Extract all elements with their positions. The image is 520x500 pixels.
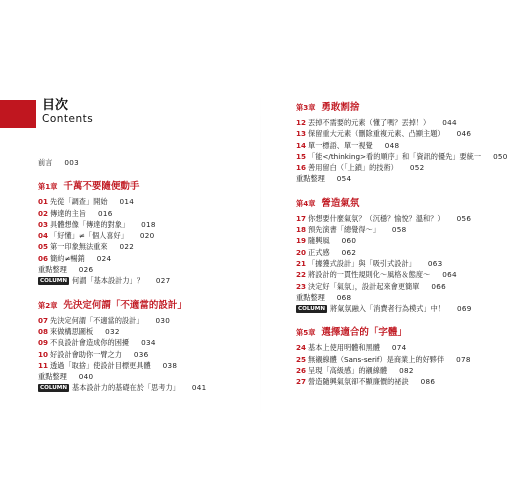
review-text: 重點整理 <box>38 265 67 275</box>
entry-number: 04 <box>38 231 49 241</box>
review-text: 重點整理 <box>296 174 325 184</box>
toc-entry[interactable] <box>296 213 516 224</box>
right-chapters <box>296 99 516 388</box>
entry-text: 好設計會助你一臂之力 <box>50 349 122 359</box>
entry-page: 046 <box>456 129 472 139</box>
entry-number: 17 <box>296 213 307 223</box>
toc-entry[interactable] <box>296 247 516 258</box>
toc-entry[interactable] <box>38 219 256 230</box>
column-text: 何謂「基本設計力」？ <box>72 276 144 286</box>
toc-entry[interactable] <box>296 365 516 376</box>
entry-number: 03 <box>38 219 49 229</box>
entry-text: 無襯線體（Sans-serif）是商業上的好夥伴 <box>308 354 445 364</box>
entry-page: 030 <box>155 315 171 325</box>
entry-text: 先決定何謂「不適當的設計」 <box>50 315 144 325</box>
entry-number: 23 <box>296 281 307 291</box>
entry-text: 透過「取捨」使設計目標更具體 <box>50 360 151 370</box>
entry-text: 「據獲式設計」與「吸引式設計」 <box>308 258 416 268</box>
toc-entry[interactable] <box>296 162 516 173</box>
intro-page: 003 <box>64 158 80 167</box>
entry-number: 19 <box>296 236 307 246</box>
toc-entry[interactable] <box>38 315 256 326</box>
review-page: 054 <box>336 174 352 184</box>
entry-number: 05 <box>38 242 49 252</box>
column-tag: COLUMN <box>40 385 68 392</box>
column-page: 041 <box>191 383 207 393</box>
entry-number: 27 <box>296 377 307 387</box>
toc-entry[interactable] <box>296 281 516 292</box>
toc-entry[interactable] <box>38 337 256 348</box>
toc-title-en: Contents <box>42 113 94 126</box>
entry-page: 034 <box>141 338 156 348</box>
toc-entry[interactable] <box>296 151 516 162</box>
entry-number: 24 <box>296 343 307 353</box>
entry-page: 018 <box>141 219 156 229</box>
chapter-heading[interactable] <box>38 297 256 315</box>
column-page: 027 <box>155 276 171 286</box>
entry-number: 18 <box>296 225 307 235</box>
entry-number: 20 <box>296 247 307 257</box>
entry-number: 06 <box>38 253 49 263</box>
entry-number: 07 <box>38 315 49 325</box>
chapter-label: 第1章 <box>38 182 58 192</box>
entry-text: 第一印象無法重來 <box>50 242 108 252</box>
entry-page: 082 <box>399 366 414 376</box>
entry-number: 16 <box>296 163 307 173</box>
entry-number: 26 <box>296 366 307 376</box>
chapter-heading[interactable] <box>296 324 516 342</box>
chapter-label: 第4章 <box>296 198 316 208</box>
entry-text: 傳達的主旨 <box>50 208 86 218</box>
entry-text: 「能</thinking>看的順序」和「資訊的優先」要統一 <box>308 151 482 161</box>
entry-page: 062 <box>341 247 357 257</box>
chapter-title: 先決定何謂「不適當的設計」 <box>63 299 187 311</box>
toc-entry[interactable] <box>38 196 256 207</box>
entry-page: 074 <box>391 343 407 353</box>
entry-text: 具體想像「傳達的對象」 <box>50 219 130 229</box>
toc-heading <box>42 99 93 126</box>
chapter-label: 第2章 <box>38 300 58 310</box>
entry-text: 基本上使用明體和黑體 <box>308 343 380 353</box>
entry-number: 01 <box>38 197 49 207</box>
column-tag: COLUMN <box>298 306 326 313</box>
entry-page: 020 <box>139 231 155 241</box>
entry-text: 預先演書「總覺得～」 <box>308 225 380 235</box>
entry-text: 先從「調查」開始 <box>50 197 108 207</box>
toc-review[interactable] <box>38 264 256 275</box>
toc-entry[interactable] <box>38 326 256 337</box>
toc-entry[interactable] <box>296 269 516 280</box>
entry-page: 024 <box>96 253 112 263</box>
entry-page: 044 <box>442 118 457 127</box>
toc-entry[interactable] <box>296 128 516 139</box>
column-tag: COLUMN <box>40 278 68 285</box>
column-page: 069 <box>457 304 472 314</box>
toc-entry[interactable] <box>296 342 516 353</box>
toc-entry[interactable] <box>296 235 516 246</box>
toc-entry[interactable] <box>38 208 256 219</box>
toc-entry[interactable] <box>296 354 516 365</box>
entry-page: 016 <box>97 208 113 218</box>
entry-page: 086 <box>420 377 436 387</box>
entry-page: 052 <box>409 163 425 173</box>
review-text: 重點整理 <box>38 372 67 382</box>
entry-text: 善用留白（「上鎖」的技術） <box>308 163 398 173</box>
chapter-title: 千萬不要隨便動手 <box>63 181 140 193</box>
entry-number: 10 <box>38 349 49 359</box>
entry-text: 來做構思圖板 <box>50 326 94 336</box>
toc-entry[interactable] <box>38 360 256 371</box>
entry-number: 12 <box>296 118 307 127</box>
chapter-label: 第5章 <box>296 328 316 338</box>
entry-number: 21 <box>296 258 307 268</box>
entry-number: 14 <box>296 140 307 150</box>
toc-review[interactable] <box>296 292 516 303</box>
review-page: 026 <box>78 265 94 275</box>
entry-page: 048 <box>384 140 400 150</box>
chapter-title: 營造氣氛 <box>321 197 360 209</box>
review-page: 040 <box>78 372 94 382</box>
entry-number: 11 <box>38 360 49 370</box>
entry-text: 丟掉不需要的元素（懂了嗎？丟掉！） <box>308 118 431 127</box>
entry-number: 15 <box>296 151 307 161</box>
entry-text: 簡約≠暢銷 <box>50 253 85 263</box>
toc-entry[interactable] <box>296 376 516 387</box>
chapter-heading[interactable] <box>296 195 516 213</box>
toc-entry[interactable] <box>296 140 516 151</box>
toc-entry[interactable] <box>296 224 516 235</box>
chapter-label: 第3章 <box>296 103 316 112</box>
entry-number: 08 <box>38 326 49 336</box>
entry-number: 02 <box>38 208 49 218</box>
entry-page: 060 <box>341 236 357 246</box>
entry-text: 呈現「高級感」的襯線體 <box>308 366 388 376</box>
entry-number: 22 <box>296 270 307 280</box>
entry-text: 保留重大元素（刪除重複元素、凸顯主題） <box>308 129 445 139</box>
toc-column[interactable] <box>38 382 256 393</box>
toc-review[interactable] <box>38 371 256 382</box>
entry-page: 058 <box>391 225 407 235</box>
toc-entry[interactable] <box>38 230 256 241</box>
toc-entry[interactable] <box>38 253 256 264</box>
entry-number: 25 <box>296 354 307 364</box>
column-text: 基本設計力的基礎在於「思考力」 <box>72 383 180 393</box>
chapter-heading[interactable] <box>296 99 516 117</box>
toc-column[interactable] <box>38 275 256 286</box>
entry-text: 單一標語、單一視覺 <box>308 140 373 150</box>
entry-text: 「好懂」≠「個人喜好」 <box>50 231 128 241</box>
entry-page: 014 <box>119 197 135 207</box>
toc-right-column <box>296 99 516 388</box>
entry-page: 038 <box>162 360 178 370</box>
toc-entry[interactable] <box>296 117 516 128</box>
toc-entry[interactable] <box>296 258 516 269</box>
chapter-title: 選擇適合的「字體」 <box>321 327 407 339</box>
review-page: 068 <box>336 292 352 302</box>
entry-page: 032 <box>105 326 120 336</box>
entry-number: 13 <box>296 129 307 139</box>
chapter-title: 勇敢割捨 <box>321 102 360 113</box>
review-text: 重點整理 <box>296 292 325 302</box>
entry-page: 036 <box>133 349 149 359</box>
entry-text: 你想要什麼氣氛？（沉穩？愉悅？溫和？） <box>308 213 445 223</box>
entry-number: 09 <box>38 338 49 348</box>
entry-text: 決定好「氣氛」，設計起來會更簡單 <box>308 281 420 291</box>
toc-entry[interactable] <box>38 241 256 252</box>
left-chapters <box>38 178 256 393</box>
entry-text: 不良設計會造成你的困擾 <box>50 338 130 348</box>
toc-entry[interactable] <box>38 349 256 360</box>
entry-page: 056 <box>456 213 472 223</box>
intro-label: 前言 <box>38 158 53 167</box>
entry-page: 063 <box>427 258 443 268</box>
column-text: 將氣氛融入「消費者行為模式」中！ <box>330 304 446 314</box>
toc-title-zh: 目次 <box>42 98 69 113</box>
toc-intro[interactable] <box>38 157 256 168</box>
entry-text: 營造隨興氣氛卻不顯廉價的祕訣 <box>308 377 409 387</box>
toc-column[interactable] <box>296 303 516 314</box>
toc-left-column <box>38 157 256 394</box>
entry-page: 064 <box>442 270 457 280</box>
entry-text: 正式感 <box>308 247 330 257</box>
toc-review[interactable] <box>296 173 516 184</box>
spine-fold <box>260 90 261 420</box>
entry-page: 066 <box>431 281 447 291</box>
entry-page: 022 <box>119 242 135 252</box>
chapter-heading[interactable] <box>38 178 256 196</box>
red-section-tab <box>0 100 36 128</box>
entry-page: 050 <box>493 151 508 161</box>
entry-text: 隨興風 <box>308 236 330 246</box>
entry-page: 078 <box>456 354 471 364</box>
entry-text: 將設計的一貫性規則化～風格＆態度～ <box>308 270 431 280</box>
